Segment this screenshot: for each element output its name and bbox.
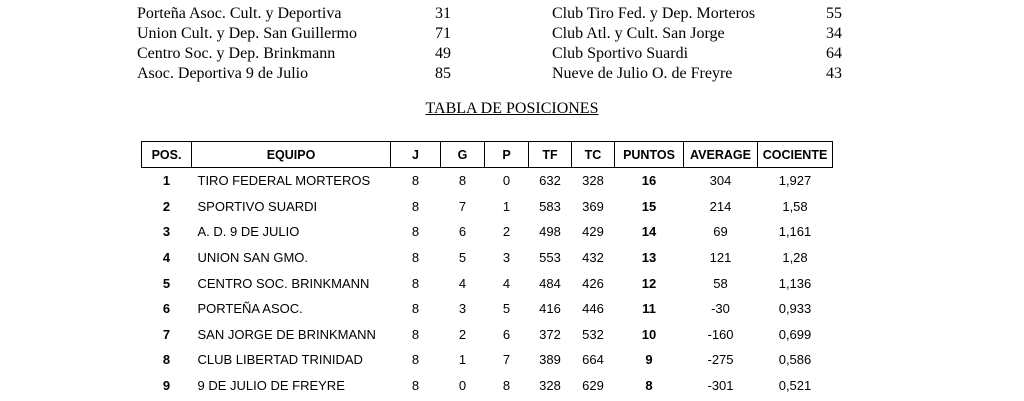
row-g: 7 [458,198,467,214]
header-tf: TF [529,142,572,168]
table-row [142,270,833,296]
row-ratio: 1,58 [782,198,808,214]
result-team: Nueve de Julio O. de Freyre [552,65,733,82]
row-points: 15 [641,198,657,214]
standings-table [141,141,833,398]
row-average: -30 [711,301,730,317]
row-g: 4 [458,275,467,291]
row-pos: 3 [162,224,171,240]
row-p: 8 [502,378,511,394]
row-ratio: 0,586 [778,352,812,368]
result-score: 55 [826,5,842,22]
result-row [552,24,842,44]
row-tc: 426 [582,275,604,291]
row-pos: 9 [162,378,171,394]
row-p: 5 [502,301,511,317]
header-ratio: COCIENTE [758,142,833,168]
result-score: 49 [435,45,451,62]
row-pos: 2 [162,198,171,214]
row-pos: 4 [162,250,171,266]
row-pos: 6 [162,301,171,317]
result-row [137,4,451,24]
row-g: 5 [458,250,467,266]
result-row [137,44,451,64]
row-g: 3 [458,301,467,317]
row-pos: 8 [162,352,171,368]
row-ratio: 1,927 [778,173,812,189]
row-team: TIRO FEDERAL MORTEROS [197,173,371,189]
result-score: 64 [826,45,842,62]
row-p: 1 [502,198,511,214]
row-points: 9 [645,352,653,368]
standings-body [142,168,833,399]
table-row [142,322,833,348]
row-tf: 632 [539,173,561,189]
results-left-column [137,4,451,84]
row-team: SAN JORGE DE BRINKMANN [197,326,376,342]
row-j: 8 [411,301,420,317]
result-row [137,24,451,44]
row-average: -160 [707,326,734,342]
row-average: 69 [713,224,728,240]
row-tc: 532 [582,326,604,342]
row-j: 8 [411,198,420,214]
row-ratio: 0,933 [778,301,812,317]
row-tc: 432 [582,250,604,266]
standings-title: TABLA DE POSICIONES [425,100,599,117]
result-team: Asoc. Deportiva 9 de Julio [137,65,309,82]
row-tc: 369 [582,198,604,214]
row-j: 8 [411,275,420,291]
row-j: 8 [411,352,420,368]
row-team: PORTEÑA ASOC. [197,301,303,317]
row-points: 13 [641,250,657,266]
row-j: 8 [411,173,420,189]
result-team: Club Sportivo Suardi [552,45,689,62]
row-p: 4 [502,275,511,291]
row-tc: 429 [582,224,604,240]
row-tc: 664 [582,352,604,368]
header-p: P [485,142,529,168]
row-ratio: 1,28 [782,250,808,266]
row-j: 8 [411,326,420,342]
result-score: 31 [435,5,451,22]
row-p: 6 [502,326,511,342]
result-score: 71 [435,25,451,42]
row-tf: 328 [539,378,561,394]
header-average: AVERAGE [684,142,758,168]
row-tf: 583 [539,198,561,214]
header-j: J [391,142,441,168]
row-tf: 416 [539,301,561,317]
result-score: 34 [826,25,842,42]
table-row [142,168,833,194]
row-ratio: 1,136 [778,275,812,291]
row-team: CLUB LIBERTAD TRINIDAD [197,352,363,368]
row-g: 2 [458,326,467,342]
result-team: Club Atl. y Cult. San Jorge [552,25,725,42]
results-right-column [552,4,842,84]
row-points: 8 [645,378,653,394]
table-row [142,194,833,220]
row-points: 11 [642,301,656,317]
table-row [142,296,833,322]
result-row [552,4,842,24]
standings-header-row [142,142,833,168]
row-pos: 7 [162,326,171,342]
row-average: -301 [707,378,734,394]
row-tf: 484 [539,275,561,291]
row-team: SPORTIVO SUARDI [197,198,318,214]
row-tf: 553 [539,250,561,266]
row-p: 3 [502,250,511,266]
row-ratio: 0,699 [778,326,812,342]
row-tf: 372 [539,326,561,342]
row-average: -275 [707,352,734,368]
header-g: G [441,142,485,168]
row-ratio: 1,161 [778,224,812,240]
row-j: 8 [411,224,420,240]
result-row [137,64,451,84]
row-points: 14 [641,224,657,240]
row-p: 2 [502,224,511,240]
row-team: CENTRO SOC. BRINKMANN [197,275,370,291]
row-points: 12 [641,275,657,291]
result-team: Club Tiro Fed. y Dep. Morteros [552,5,756,22]
row-average: 58 [713,275,728,291]
row-team: UNION SAN GMO. [197,250,309,266]
result-row [552,64,842,84]
row-p: 0 [502,173,511,189]
row-average: 304 [709,173,732,189]
result-score: 43 [826,65,842,82]
row-team: A. D. 9 DE JULIO [197,224,300,240]
result-score: 85 [435,65,451,82]
row-pos: 1 [162,173,171,189]
row-average: 121 [709,250,732,266]
row-tf: 389 [539,352,561,368]
header-pos: POS. [142,142,192,168]
row-g: 8 [458,173,467,189]
row-team: 9 DE JULIO DE FREYRE [197,378,345,394]
header-points: PUNTOS [615,142,684,168]
row-tc: 629 [582,378,604,394]
row-g: 6 [458,224,467,240]
row-g: 0 [458,378,467,394]
row-points: 10 [641,326,657,342]
result-team: Union Cult. y Dep. San Guillermo [137,25,357,42]
header-team: EQUIPO [192,142,391,168]
row-j: 8 [411,378,420,394]
result-team: Centro Soc. y Dep. Brinkmann [137,45,336,62]
table-row [142,219,833,245]
row-average: 214 [709,198,732,214]
row-ratio: 0,521 [778,378,812,394]
row-tc: 328 [582,173,604,189]
row-points: 16 [641,173,657,189]
result-team: Porteña Asoc. Cult. y Deportiva [137,5,342,22]
row-j: 8 [411,250,420,266]
row-pos: 5 [162,275,171,291]
table-row [142,245,833,271]
row-tf: 498 [539,224,561,240]
header-tc: TC [572,142,615,168]
table-row [142,373,833,399]
result-row [552,44,842,64]
row-p: 7 [502,352,511,368]
table-row [142,347,833,373]
row-g: 1 [458,352,467,368]
row-tc: 446 [582,301,604,317]
